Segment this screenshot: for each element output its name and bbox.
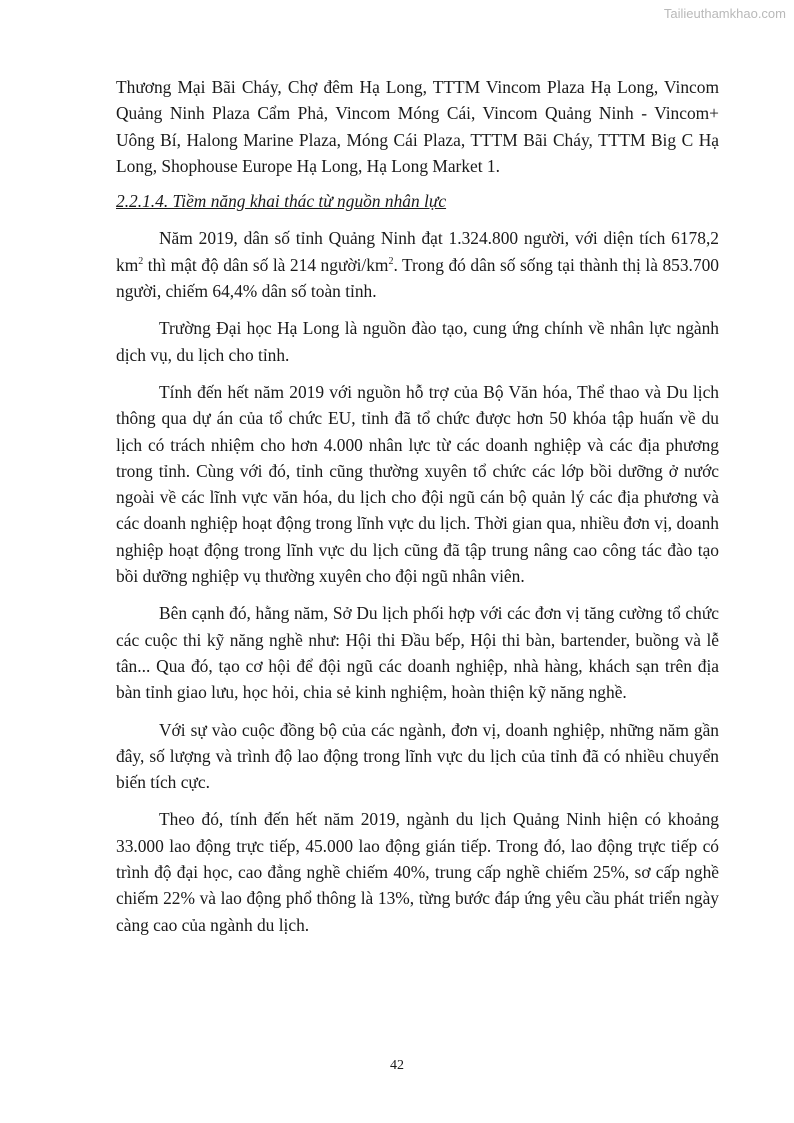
population-paragraph [116,225,719,304]
paragraph-competitions: Bên cạnh đó, hằng năm, Sở Du lịch phối hợp với các đơn vị tăng cường tổ chức các cuộc thi kỹ năng nghề như: Hội thi Đầu bếp, Hội thi bàn, bartender, buồng và lễ tân... Qua đó, tạo cơ hội để đội ngũ các doanh nghiệp, nhà hàng, khách sạn trên địa bàn tỉnh giao lưu, học hỏi, chia sẻ kinh nghiệm, hoàn thiện kỹ năng nghề. [116,603,719,703]
paragraph-labor-stats: Theo đó, tính đến hết năm 2019, ngành du lịch Quảng Ninh hiện có khoảng 33.000 lao động trực tiếp, 45.000 lao động gián tiếp. Trong đó, lao động trực tiếp có trình độ đại học, cao đẳng nghề chiếm 40%, trung cấp nghề chiếm 25%, sơ cấp nghề chiếm 22% và lao động phổ thông là 13%, từng bước đáp ứng yêu cầu phát triển ngày càng cao của ngành du lịch. [116,809,719,935]
superscript-2: 2 [388,255,394,267]
page-number: 42 [390,1058,404,1073]
intro-paragraph: Thương Mại Bãi Cháy, Chợ đêm Hạ Long, TTTM Vincom Plaza Hạ Long, Vincom Quảng Ninh Plaza Cẩm Phả, Vincom Móng Cái, Vincom Quảng Ninh - Vincom+ Uông Bí, Halong Marine Plaza, Móng Cái Plaza, TTTM Bãi Cháy, TTTM Big C Hạ Long, Shophouse Europe Hạ Long, Hạ Long Market 1. [116,77,719,176]
paragraph-training: Tính đến hết năm 2019 với nguồn hỗ trợ của Bộ Văn hóa, Thể thao và Du lịch thông qua dự án của tổ chức EU, tỉnh đã tổ chức được hơn 50 khóa tập huấn về du lịch có trách nhiệm cho hơn 4.000 nhân lực từ các doanh nghiệp và các địa phương trong tỉnh. Cùng với đó, tỉnh cũng thường xuyên tổ chức các lớp bồi dưỡng ở nước ngoài về các lĩnh vực văn hóa, du lịch cho đội ngũ cán bộ quản lý các địa phương và các doanh nghiệp hoạt động trong lĩnh vực du lịch. Thời gian qua, nhiều đơn vị, doanh nghiệp hoạt động trong lĩnh vực du lịch cũng đã tập trung nâng cao công tác đào tạo bồi dưỡng nghiệp vụ thường xuyên cho đội ngũ nhân viên. [116,381,719,587]
section-heading: 2.2.1.4. Tiềm năng khai thác từ nguồn nhân lực [116,191,447,212]
document-body [116,74,719,949]
paragraph-university: Trường Đại học Hạ Long là nguồn đào tạo, cung ứng chính về nhân lực ngành dịch vụ, du lịch cho tỉnh. [116,318,719,365]
superscript-2: 2 [138,255,144,267]
paragraph-workforce-change: Với sự vào cuộc đồng bộ của các ngành, đơn vị, doanh nghiệp, những năm gần đây, số lượng và trình độ lao động trong lĩnh vực du lịch của tỉnh đã có nhiều chuyển biến tích cực. [116,719,719,793]
population-text-3: . Trong đó dân số sống tại thành thị là 853.700 người, chiếm 64,4% dân số toàn tỉnh. [116,254,719,302]
watermark: Tailieuthamkhao.com [663,6,786,21]
population-text-1: Năm 2019, dân số tỉnh Quảng Ninh đạt 1.324.800 người, với diện tích 6178,2 km [116,228,719,275]
population-text-2: thì mật độ dân số là 214 người/km [143,254,389,275]
